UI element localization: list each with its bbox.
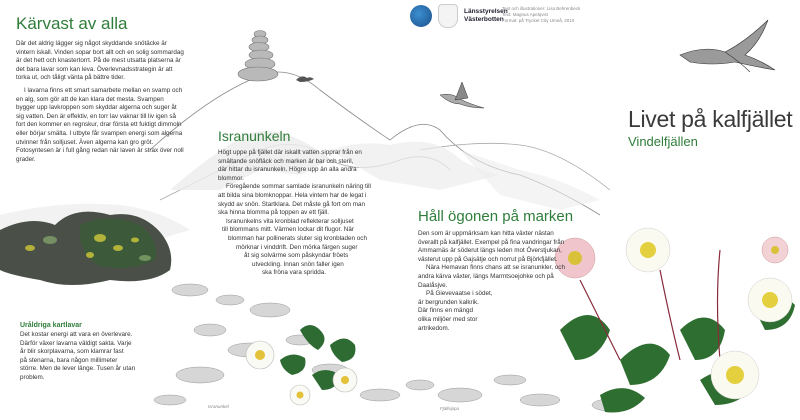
text-line: åt sig solvärme som påskyndar fröets bbox=[244, 252, 349, 260]
credit-line: Format: på Trycket City Umeå, 2010 bbox=[502, 18, 575, 23]
small-bird bbox=[296, 76, 314, 82]
section-heading: Uråldriga kartlavar bbox=[20, 322, 82, 329]
brochure-title bbox=[628, 106, 792, 149]
agency-line-1: Länsstyrelsen bbox=[464, 8, 508, 15]
text-line: utveckling. Innan snön faller igen bbox=[252, 260, 344, 268]
text-line: Nära Hemavan finns chans att se isranunkler, och bbox=[426, 264, 565, 272]
title-sub: Vindelfjällen bbox=[628, 134, 698, 149]
large-bird bbox=[680, 20, 775, 72]
section-heading: Kärvast av alla bbox=[16, 14, 128, 33]
text-line: överallt på kalfjället. Exempel på fina vandringar från bbox=[418, 238, 565, 246]
text-line: Ammarnäs är söderut längs leden mot Överstjukan, bbox=[418, 247, 562, 255]
text-line: Föregående sommar samlade isranunkeln näring till bbox=[226, 183, 371, 191]
text-line: blommor. bbox=[218, 174, 244, 182]
text-line: där hittar du isranunkeln. Högre upp än alla andra bbox=[218, 166, 357, 174]
text-line: olika miljöer med stor bbox=[418, 315, 478, 323]
caption-fjallsippa: Fjällsippa bbox=[440, 406, 460, 411]
text-line: Det kostar energi att vara en överlevare. bbox=[20, 331, 133, 338]
section-hall-ogonen bbox=[418, 208, 588, 333]
section-heading: Håll ögonen på marken bbox=[418, 208, 574, 225]
text-line: till blommans mitt. Värmen lockar dit flugor. När bbox=[222, 226, 354, 234]
credit-line: Text och illustrationer: Lisa Behrenbeck bbox=[502, 6, 581, 11]
paragraph: Där det aldrig lägger sig något skyddande snötäcke är vintern iskall. Vinden sopar bort allt och en solig sommardag är det hett och knastertorrt. På de mest utsatta platserna är det bara lavar som kan leva. Överlevnadsstrategin är att torka ut, och tåligt vänta på bättre tider. bbox=[16, 40, 184, 82]
paragraph: I lavarna finns ett smart samarbete mellan en svamp och en alg, som gör att de kan klara det mesta. Svampen bygger upp lavkroppen som skyddar algerna och suger åt sig vatten. Den är effektiv, en torr lav vaknar till liv igen så fort den kommer en regnskur, drar första ett fuktigt dimmoln eller börjar smälta. I utbyte får svampen energi som algerna utvinner från solljuset. Även algerna kan gro gröt. Fotosyntesen är i full gång redan när laven är strax över noll grader. bbox=[16, 86, 184, 163]
credit-line: Text: Magnus Apelqvist bbox=[502, 12, 549, 17]
section-karvast bbox=[16, 14, 184, 168]
text-line: att bilda sina blomknoppar. Hela vintern har de legat i bbox=[218, 191, 367, 199]
text-line: västerut upp på Gajsätje och norrut på Björkfjället. bbox=[418, 255, 558, 263]
text-line: år blir skorplavarna, som klamrar fast bbox=[20, 348, 124, 356]
section-heading: Isranunkeln bbox=[218, 128, 291, 144]
text-line: är bergrunden kalkrik. bbox=[418, 298, 479, 306]
text-line: Isranunkelns vita kronblad reflekterar solljuset bbox=[226, 217, 354, 225]
agency-line-2: Västerbotten bbox=[464, 16, 504, 23]
text-line: Högt uppe på fjället där iskallt vatten sipprar från en bbox=[218, 149, 362, 156]
county-emblem-icon bbox=[410, 5, 432, 27]
caption-isranunkel: Isranunkel bbox=[208, 404, 229, 409]
header-logos bbox=[410, 4, 508, 28]
cairn bbox=[238, 31, 278, 82]
flying-bird bbox=[440, 82, 484, 108]
crest-icon bbox=[438, 4, 458, 28]
text-line: mörknar i vinddrift. Den mörka färgen suger bbox=[236, 243, 358, 251]
text-line: större. Men de lever länge. Tusen år utan bbox=[20, 365, 136, 373]
text-line: smältande snöfläck och marken är bar och steril, bbox=[218, 157, 354, 165]
lichen-rocks bbox=[0, 212, 171, 285]
credits bbox=[502, 6, 580, 24]
text-line: artrikedom. bbox=[418, 324, 450, 332]
section-uraldriga bbox=[20, 322, 170, 383]
flower-group-right bbox=[555, 228, 795, 412]
text-line: problem. bbox=[20, 373, 45, 381]
text-line: På Gievevaatse i södet, bbox=[426, 290, 493, 298]
section-isranunkeln bbox=[218, 128, 390, 278]
text-line: Där finns en mängd bbox=[418, 307, 473, 315]
text-line: på stenarna, bara någon millimeter bbox=[20, 356, 118, 364]
text-line: skydd av snön. Startklara. Det måste gå fort om man bbox=[218, 200, 365, 208]
text-line: Daalåsjve. bbox=[418, 281, 448, 289]
text-line: andra kärva växter, längs Marmtsoejohke och på bbox=[418, 272, 554, 280]
text-line: ska fröna vara spridda. bbox=[262, 269, 327, 277]
text-line: ska hinna blomma på toppen av ett fjäll. bbox=[218, 209, 329, 217]
text-line: blomman har pollinerats sluter sig kronbladen och bbox=[228, 234, 367, 242]
text-line: Den som är uppmärksam kan hitta växter nästan bbox=[418, 230, 554, 237]
title-main: Livet på kalfjället bbox=[628, 106, 793, 132]
text-line: Därför växer lavarna väldigt sakta. Varje bbox=[20, 339, 132, 347]
